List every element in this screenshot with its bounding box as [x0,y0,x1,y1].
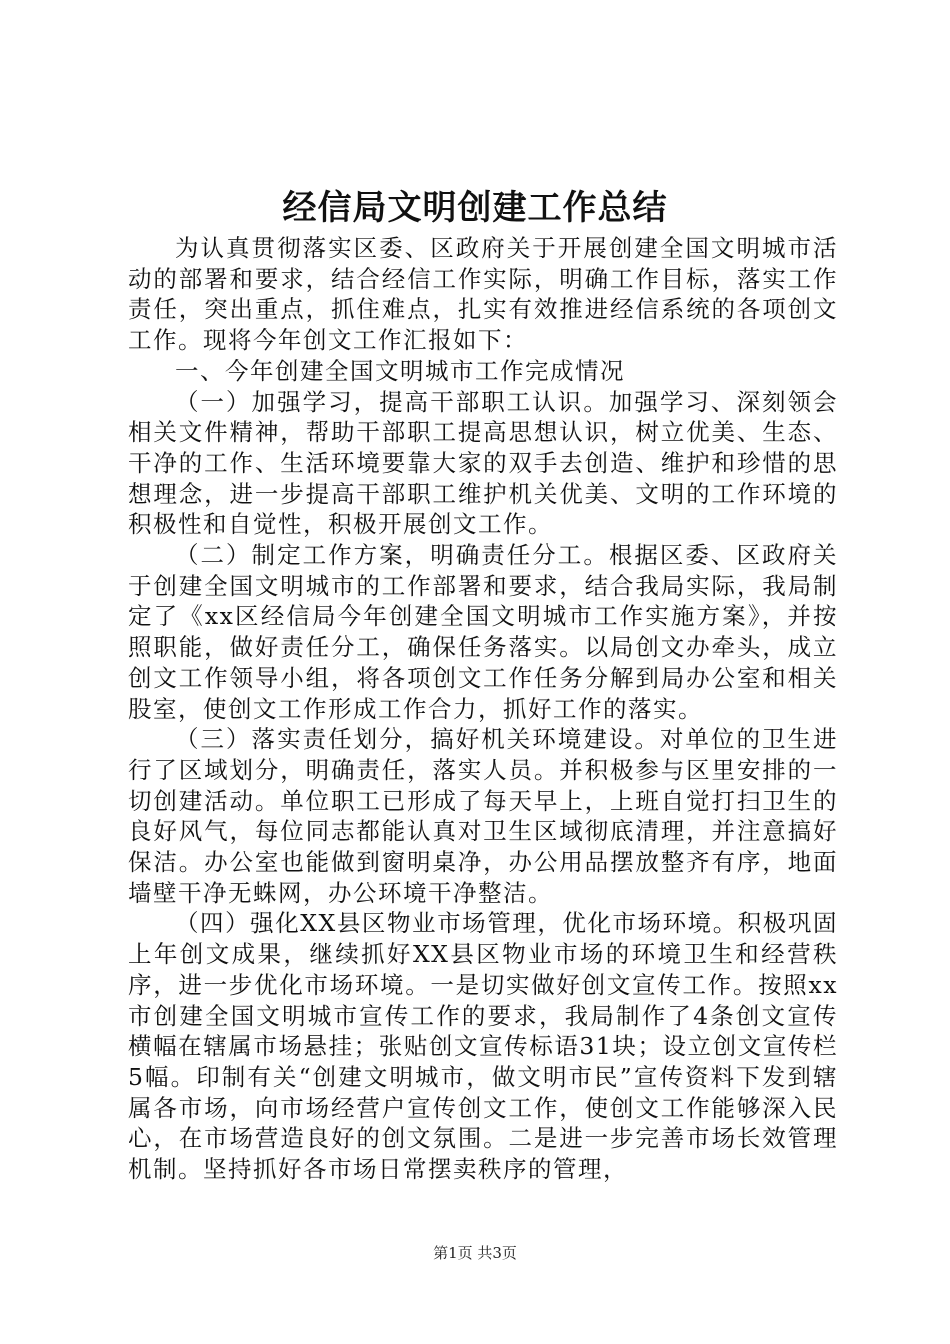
paragraph-intro: 为认真贯彻落实区委、区政府关于开展创建全国文明城市活动的部署和要求，结合经信工作实际，明确工作目标，落实工作责任，突出重点，抓住难点，扎实有效推进经信系统的各项创文工作。现将今年创文工作汇报如下： [128,234,838,355]
paragraph-item-2: （二）制定工作方案，明确责任分工。根据区委、区政府关于创建全国文明城市的工作部署和要求，结合我局实际，我局制定了《xx区经信局今年创建全国文明城市工作实施方案》，并按照职能，做好责任分工，确保任务落实。以局创文办牵头，成立创文工作领导小组，将各项创文工作任务分解到局办公室和相关股室，使创文工作形成工作合力，抓好工作的落实。 [128,541,838,723]
section-heading-1: 一、今年创建全国文明城市工作完成情况 [175,356,625,385]
paragraph-item-3: （三）落实责任划分，搞好机关环境建设。对单位的卫生进行了区域划分，明确责任，落实人员。并积极参与区里安排的一切创建活动。单位职工已形成了每天早上，上班自觉打扫卫生的良好风气，每位同志都能认真对卫生区域彻底清理，并注意搞好保洁。办公室也能做到窗明桌净，办公用品摆放整齐有序，地面墙壁干净无蛛网，办公环境干净整洁。 [128,725,838,907]
paragraph-item-4: （四）强化XX县区物业市场管理，优化市场环境。积极巩固上年创文成果，继续抓好XX县区物业市场的环境卫生和经营秩序，进一步优化市场环境。一是切实做好创文宣传工作。按照xx市创建全国文明城市宣传工作的要求，我局制作了4条创文宣传横幅在辖属市场悬挂；张贴创文宣传标语31块；设立创文宣传栏5幅。印制有关“创建文明城市，做文明市民”宣传资料下发到辖属各市场，向市场经营户宣传创文工作，使创文工作能够深入民心，在市场营造良好的创文氛围。二是进一步完善市场长效管理机制。坚持抓好各市场日常摆卖秩序的管理， [128,909,838,1184]
page-footer [0,1243,950,1263]
page-number: 第1页 共3页 [433,1244,517,1262]
document-body [128,233,838,1185]
document-title: 经信局文明创建工作总结 [282,188,668,228]
paragraph-item-1: （一）加强学习，提高干部职工认识。加强学习、深刻领会相关文件精神，帮助干部职工提高思想认识，树立优美、生态、干净的工作、生活环境要靠大家的双手去创造、维护和珍惜的思想理念，进一步提高干部职工维护机关优美、文明的工作环境的积极性和自觉性，积极开展创文工作。 [128,387,838,539]
